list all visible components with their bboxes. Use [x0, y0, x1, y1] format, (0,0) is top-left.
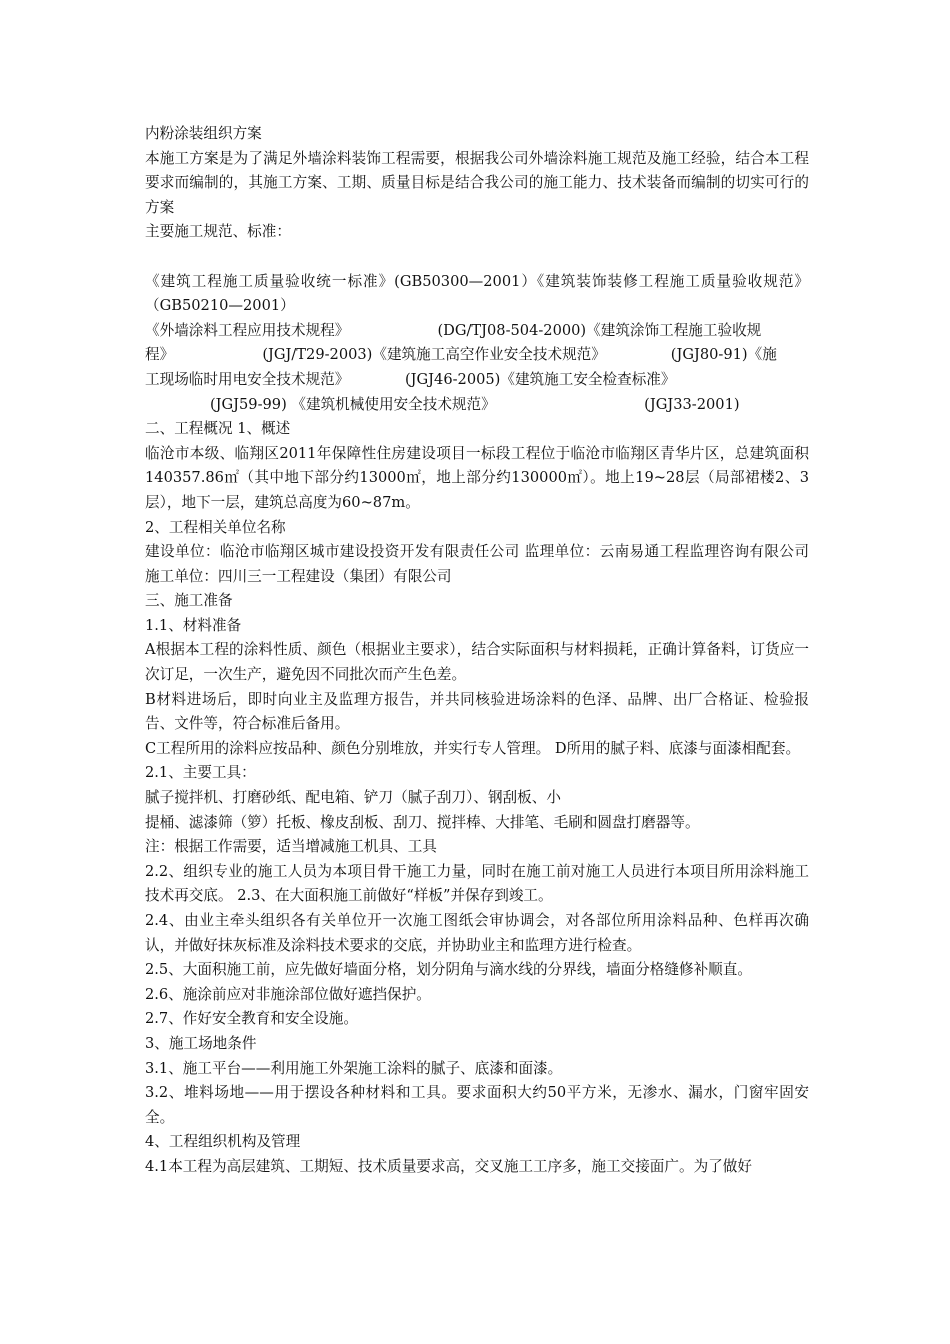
- standards-line-3: 工现场临时用电安全技术规范》 (JGJ46-2005)《建筑施工安全检查标准》: [145, 370, 676, 388]
- item-b: B材料进场后，即时向业主及监理方报告，并共同核验进场涂料的色泽、品牌、出厂合格证、检验报告、文件等，符合标准后备用。: [145, 690, 809, 733]
- standards-heading: 主要施工规范、标准：: [145, 223, 291, 241]
- blank-line: [145, 245, 809, 270]
- section-3-heading: 三、施工准备: [145, 592, 233, 610]
- item-a: A根据本工程的涂料性质、颜色（根据业主要求），结合实际面积与材料损耗，正确计算备料，订货应一次订足，一次生产，避免因不同批次而产生色差。: [145, 641, 809, 684]
- standards-line-1: 《外墙涂料工程应用技术规程》 (DG/TJ08-504-2000)《建筑涂饰工程施工验收规: [145, 321, 762, 339]
- standards-paragraph-1: 《建筑工程施工质量验收统一标准》(GB50300—2001）《建筑装饰装修工程施工质量验收规范》（GB50210—2001）: [145, 272, 809, 315]
- units-paragraph: 建设单位：临沧市临翔区城市建设投资开发有限责任公司 监理单位：云南易通工程监理咨询有限公司 施工单位：四川三一工程建设（集团）有限公司: [145, 543, 809, 585]
- subsection-2-6: 2.6、施涂前应对非施涂部位做好遮挡保护。: [145, 985, 431, 1003]
- document-page: [145, 122, 809, 1180]
- tools-line-1: 腻子搅拌机、打磨砂纸、配电箱、铲刀（腻子刮刀）、钢刮板、小: [145, 789, 561, 807]
- standards-line-4: (JGJ59-99) 《建筑机械使用安全技术规范》 (JGJ33-2001): [145, 395, 740, 413]
- overview-paragraph: 临沧市本级、临翔区2011年保障性住房建设项目一标段工程位于临沧市临翔区青华片区，总建筑面积140357.86㎡（其中地下部分约13000㎡，地上部分约130000㎡）。地上19~28层（局部裙楼2、3层），地下一层，建筑总高度为60~87m。: [145, 444, 809, 511]
- subsection-2-1: 2.1、主要工具：: [145, 764, 256, 782]
- section-4-heading: 4、工程组织机构及管理: [145, 1133, 301, 1151]
- subsection-2-2: 2.2、组织专业的施工人员为本项目骨干施工力量，同时在施工前对施工人员进行本项目所用涂料施工技术再交底。 2.3、在大面积施工前做好“样板”并保存到竣工。: [145, 862, 809, 905]
- document-title: 内粉涂装组织方案: [145, 125, 262, 142]
- subsection-3-2: 3.2、堆料场地——用于摆设各种材料和工具。要求面积大约50平方米，无渗水、漏水，门窗牢固安全。: [145, 1084, 809, 1126]
- subsection-2-5: 2.5、大面积施工前，应先做好墙面分格，划分阴角与滴水线的分界线，墙面分格缝修补顺直。: [145, 961, 752, 979]
- standards-line-2: 程》 (JGJ/T29-2003)《建筑施工高空作业安全技术规范》 (JGJ80-91)《施: [145, 346, 777, 364]
- subsection-2-7: 2.7、作好安全教育和安全设施。: [145, 1010, 358, 1028]
- item-c-d: C工程所用的涂料应按品种、颜色分别堆放，并实行专人管理。 D所用的腻子料、底漆与面漆相配套。: [145, 739, 801, 757]
- subsection-2-4: 2.4、由业主牵头组织各有关单位开一次施工图纸会审协调会，对各部位所用涂料品种、色样再次确认，并做好抹灰标准及涂料技术要求的交底，并协助业主和监理方进行检查。: [145, 912, 809, 954]
- tools-line-2: 提桶、滤漆筛（箩）托板、橡皮刮板、刮刀、搅拌棒、大排笔、毛刷和圆盘打磨器等。: [145, 813, 700, 831]
- subsection-1-1: 1.1、材料准备: [145, 616, 242, 634]
- subsection-3-1: 3.1、施工平台——利用施工外架施工涂料的腻子、底漆和面漆。: [145, 1059, 563, 1077]
- tools-note: 注：根据工作需要，适当增减施工机具、工具: [145, 838, 437, 856]
- section-3-site-heading: 3、施工场地条件: [145, 1034, 257, 1052]
- subsection-4-1: 4.1本工程为高层建筑、工期短、技术质量要求高，交叉施工工序多，施工交接面广。为了做好: [145, 1157, 752, 1175]
- intro-paragraph: 本施工方案是为了满足外墙涂料装饰工程需要，根据我公司外墙涂料施工规范及施工经验，结合本工程要求而编制的，其施工方案、工期、质量目标是结合我公司的施工能力、技术装备而编制的切实可行的方案: [145, 149, 809, 216]
- section-2-heading: 二、工程概况 1、概述: [145, 420, 291, 438]
- standards-paragraph-2: [145, 319, 809, 417]
- units-heading: 2、工程相关单位名称: [145, 518, 286, 536]
